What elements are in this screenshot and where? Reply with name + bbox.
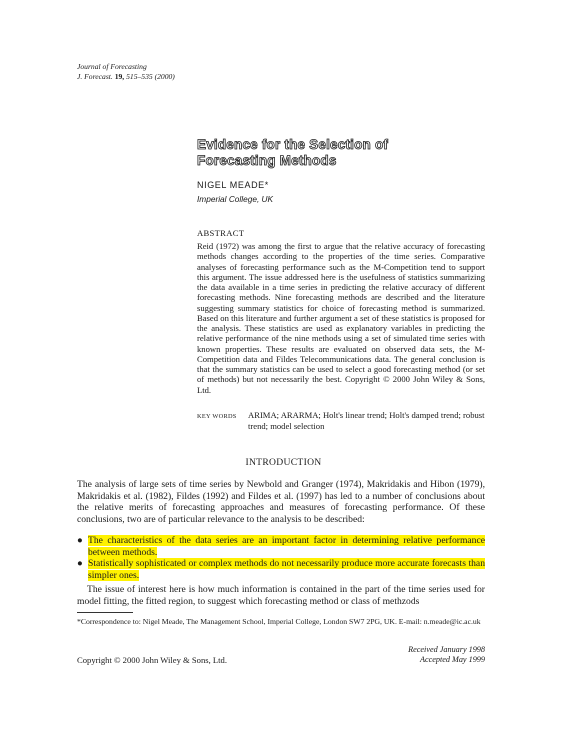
dates-block [408, 645, 485, 665]
title-line-1: Evidence for the Selection of [197, 137, 389, 152]
abstract-heading: ABSTRACT [197, 228, 245, 238]
author-name: NIGEL MEADE* [197, 180, 269, 190]
highlighted-text: Statistically sophisticated or complex methods do not necessarily produce more accurate forecasts than simpler ones. [88, 558, 485, 581]
bullet-list [77, 535, 485, 581]
author-affiliation: Imperial College, UK [197, 194, 274, 204]
intro-paragraph-1: The analysis of large sets of time series by Newbold and Granger (1974), Makridakis and Hibon (1979), Makridakis et al. (1982), Fildes (1992) and Fildes et al. (1997) has led to a number of conclusions about the relative merits of forecasting approaches and measures of forecasting performance. Of these conclusions, two are of particular relevance to the analysis to be described: [77, 479, 485, 525]
journal-header [77, 62, 175, 82]
abstract-text: Reid (1972) was among the first to argue that the relative accuracy of forecasting methods changes according to the properties of the time series. Comparative analyses of forecasting performance such as the M-Competition tend to support this argument. The issue addressed here is the usefulness of statistics summarizing the data available in a time series in predicting the relative accuracy of different forecasting methods. Nine forecasting methods are described and the literature suggesting summary statistics for choice of forecasting method is summarized. Based on this literature and further argument a set of these statistics is proposed for the analysis. These statistics are used as explanatory variables in predicting the relative performance of the nine methods using a set of simulated time series with known properties. These results are evaluated on observed data sets, the M-Competition data and Fildes Telecommunications data. The general conclusion is that the summary statistics can be used to select a good forecasting method (or set of methods) but not necessarily the best. Copyright © 2000 John Wiley & Sons, Ltd. [197, 241, 485, 395]
accepted-date: Accepted May 1999 [419, 655, 485, 664]
copyright-notice: Copyright © 2000 John Wiley & Sons, Ltd. [77, 655, 227, 665]
paper-title [197, 137, 388, 168]
keywords-text: ARIMA; ARARMA; Holt's linear trend; Holt's damped trend; robust trend; model selection [248, 410, 485, 431]
bullet-icon: ● [77, 535, 83, 546]
list-item [77, 535, 485, 558]
footnote-rule [77, 612, 133, 613]
title-line-2: Forecasting Methods [197, 152, 337, 168]
section-heading: INTRODUCTION [245, 457, 322, 468]
journal-name: Journal of Forecasting [77, 62, 147, 71]
highlighted-text: The characteristics of the data series are an important factor in determining relative performance between methods. [88, 535, 485, 558]
intro-paragraph-2: The issue of interest here is how much information is contained in the part of the time series used for model fitting, the fitted region, to suggest which forecasting method or class of methzods [77, 584, 485, 607]
bullet-icon: ● [77, 558, 83, 570]
list-item [77, 558, 485, 581]
footnote: *Correspondence to: Nigel Meade, The Management School, Imperial College, London SW7 2PG, UK. E-mail: n.meade@ic.ac.uk [77, 617, 481, 626]
journal-citation: J. Forecast. 19, 515–535 (2000) [77, 72, 175, 81]
received-date: Received January 1998 [408, 645, 485, 654]
keywords-label: KEY WORDS [197, 413, 237, 420]
